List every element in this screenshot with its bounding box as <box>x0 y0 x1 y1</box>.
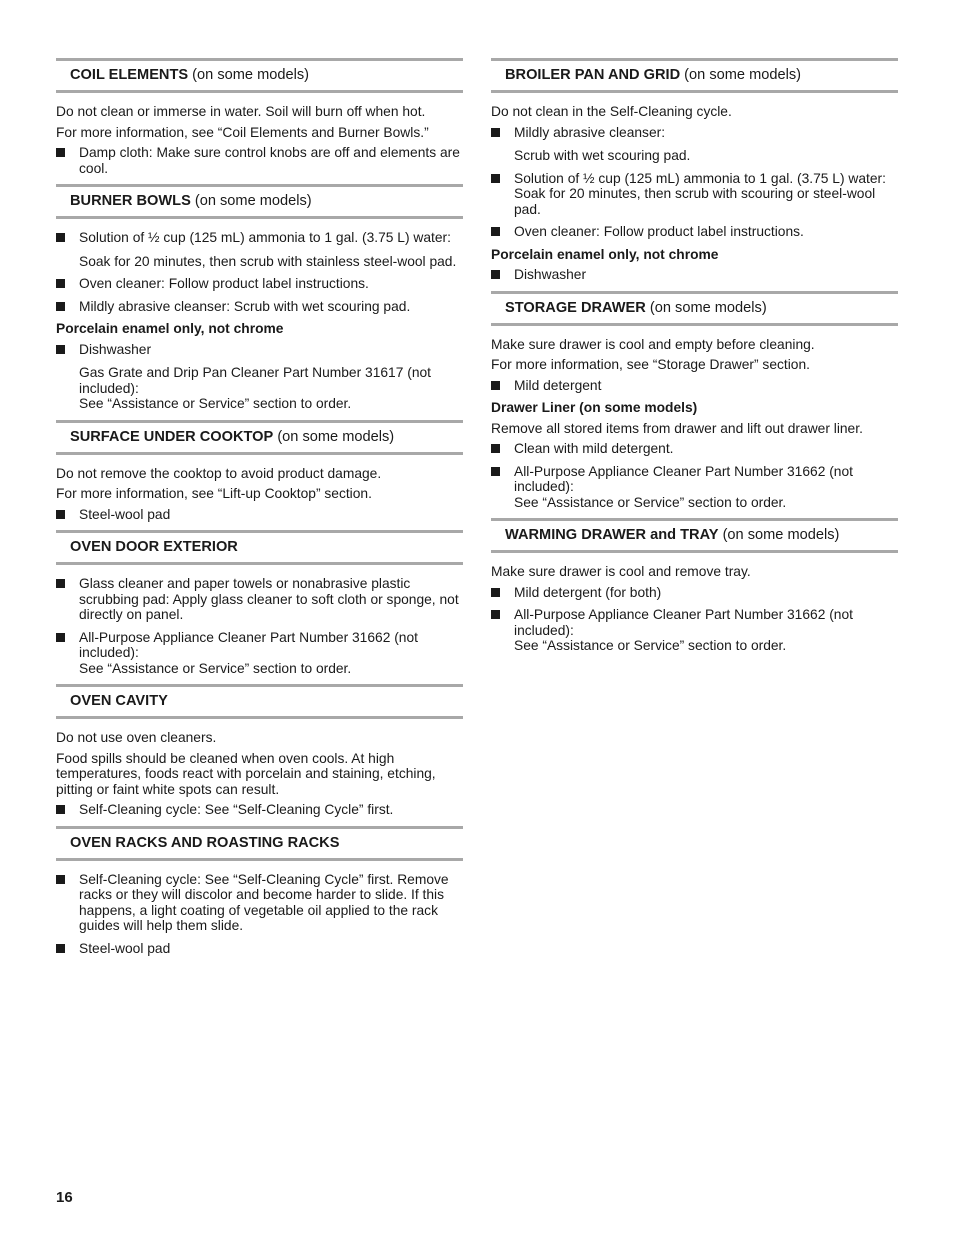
list-item <box>56 276 463 292</box>
bullet-square-icon <box>56 805 65 814</box>
subheading: Porcelain enamel only, not chrome <box>491 246 719 262</box>
section-title: BURNER BOWLS <box>70 193 191 209</box>
list-item-text: Mildly abrasive cleanser: Scrub with wet scouring pad. <box>79 298 411 314</box>
section-body <box>56 872 463 957</box>
section-warming-drawer-and-tray <box>491 518 898 654</box>
bullet-square-icon <box>491 610 500 619</box>
list-item <box>56 802 463 818</box>
section-heading <box>56 530 463 565</box>
list-item-text: Clean with mild detergent. <box>514 441 674 456</box>
list-item-text: Self-Cleaning cycle: See “Self-Cleaning Cycle” first. Remove racks or they will discolor and become harder to slide. If this happens, a light coating of vegetable oil applied to the rack guides will help them slide. <box>79 871 449 933</box>
list-item <box>56 507 463 523</box>
list-item-text: See “Assistance or Service” section to order. <box>514 494 787 510</box>
subheading: Drawer Liner (on some models) <box>491 400 698 415</box>
bullet-square-icon <box>56 944 65 953</box>
section-heading <box>56 684 463 719</box>
section-title-suffix: (on some models) <box>190 193 312 209</box>
bullet-square-icon <box>491 128 500 137</box>
section-title-suffix: (on some models) <box>273 428 395 445</box>
list-item-text: All-Purpose Appliance Cleaner Part Number 31662 (not included): <box>514 463 853 494</box>
section-title: BROILER PAN AND GRID <box>505 67 681 83</box>
paragraph: Food spills should be cleaned when oven cools. At high temperatures, foods react with porcelain and staining, etching, pitting or faint white spots can result. <box>56 750 436 797</box>
list-item <box>56 630 463 677</box>
section-body <box>56 576 463 676</box>
bullet-square-icon <box>491 174 500 183</box>
section-title: OVEN DOOR EXTERIOR <box>70 539 238 555</box>
list-item-text: Gas Grate and Drip Pan Cleaner Part Number 31617 (not included): <box>79 365 432 396</box>
list-item <box>491 585 898 601</box>
section-title: OVEN RACKS AND ROASTING RACKS <box>70 834 340 851</box>
section-body <box>56 730 463 818</box>
list-item <box>56 342 463 412</box>
list-item-text: See “Assistance or Service” section to order. <box>79 660 352 676</box>
paragraph: Make sure drawer is cool and remove tray. <box>491 564 751 579</box>
list-item <box>491 171 898 218</box>
list-item-text: All-Purpose Appliance Cleaner Part Number 31662 (not included): <box>514 607 853 638</box>
section-title: SURFACE UNDER COOKTOP <box>70 428 274 445</box>
list-item-text: Solution of ½ cup (125 mL) ammonia to 1 gal. (3.75 L) water: <box>79 230 451 245</box>
bullet-square-icon <box>491 381 500 390</box>
section-storage-drawer <box>491 291 898 511</box>
bullet-square-icon <box>56 148 65 157</box>
section-oven-racks-and-roasting-racks <box>56 826 463 957</box>
list-item-text: Solution of ½ cup (125 mL) ammonia to 1 gal. (3.75 L) water: Soak for 20 minutes, then scrub with scouring or steel-wool pad. <box>514 170 886 217</box>
paragraph: For more information, see “Coil Elements and Burner Bowls.” <box>56 124 429 140</box>
list-item-text: Steel-wool pad <box>79 506 171 522</box>
bullet-square-icon <box>56 345 65 354</box>
list-item-text: See “Assistance or Service” section to order. <box>79 396 352 411</box>
section-heading <box>56 420 463 455</box>
list-item-text: Oven cleaner: Follow product label instructions. <box>514 224 804 239</box>
section-title: OVEN CAVITY <box>70 693 168 709</box>
bullet-square-icon <box>491 588 500 597</box>
page-number: 16 <box>56 1189 73 1206</box>
section-body <box>491 104 898 283</box>
list-item <box>56 299 463 315</box>
list-item <box>491 224 898 240</box>
bullet-square-icon <box>56 233 65 242</box>
section-body <box>56 104 463 176</box>
bullet-square-icon <box>56 510 65 519</box>
section-coil-elements <box>56 58 463 176</box>
list-item-text: Glass cleaner and paper towels or nonabrasive plastic scrubbing pad: Apply glass cleaner to soft cloth or sponge, not directly on panel. <box>79 576 459 622</box>
paragraph: Do not clean or immerse in water. Soil will burn off when hot. <box>56 104 426 119</box>
list-item-text: Self-Cleaning cycle: See “Self-Cleaning Cycle” first. <box>79 802 394 817</box>
paragraph: Make sure drawer is cool and empty before cleaning. <box>491 336 815 352</box>
list-item-text: Damp cloth: Make sure control knobs are off and elements are cool. <box>79 145 460 176</box>
bullet-square-icon <box>491 270 500 279</box>
section-title-suffix: (on some models) <box>188 67 309 83</box>
section-oven-door-exterior <box>56 530 463 676</box>
list-item-text: Soak for 20 minutes, then scrub with stainless steel-wool pad. <box>79 253 457 269</box>
list-item-text: All-Purpose Appliance Cleaner Part Number 31662 (not included): <box>79 629 418 660</box>
paragraph: Do not use oven cleaners. <box>56 730 217 745</box>
list-item-text: Steel-wool pad <box>79 940 171 956</box>
bullet-square-icon <box>56 875 65 884</box>
list-item <box>56 145 463 176</box>
section-heading <box>491 518 898 553</box>
paragraph: For more information, see “Lift-up Cooktop” section. <box>56 486 372 501</box>
list-item-text: Scrub with wet scouring pad. <box>514 148 691 163</box>
list-item <box>491 607 898 654</box>
list-item <box>56 941 463 957</box>
section-heading <box>491 291 898 326</box>
right-column <box>491 58 898 662</box>
list-item-text: See “Assistance or Service” section to order. <box>514 638 787 653</box>
section-body <box>491 564 898 654</box>
section-broiler-pan-and-grid <box>491 58 898 283</box>
left-column <box>56 58 463 964</box>
list-item-text: Dishwasher <box>79 341 152 357</box>
list-item <box>56 576 463 623</box>
list-item <box>491 441 898 457</box>
bullet-square-icon <box>56 633 65 642</box>
section-heading <box>56 826 463 861</box>
list-item-text: Mildly abrasive cleanser: <box>514 124 666 140</box>
section-title: WARMING DRAWER and TRAY <box>505 527 719 543</box>
bullet-square-icon <box>56 302 65 311</box>
section-oven-cavity <box>56 684 463 818</box>
section-title: COIL ELEMENTS <box>70 67 189 83</box>
section-surface-under-cooktop <box>56 420 463 523</box>
section-heading <box>491 58 898 93</box>
paragraph: For more information, see “Storage Drawer” section. <box>491 357 810 372</box>
subheading: Porcelain enamel only, not chrome <box>56 321 284 336</box>
bullet-square-icon <box>56 579 65 588</box>
paragraph: Do not remove the cooktop to avoid product damage. <box>56 465 382 481</box>
list-item <box>56 230 463 269</box>
paragraph: Do not clean in the Self-Cleaning cycle. <box>491 104 732 119</box>
section-heading <box>56 184 463 219</box>
list-item-text: Oven cleaner: Follow product label instructions. <box>79 276 369 291</box>
bullet-square-icon <box>491 467 500 476</box>
list-item <box>491 464 898 511</box>
section-body <box>56 466 463 523</box>
bullet-square-icon <box>491 227 500 236</box>
list-item-text: Mild detergent (for both) <box>514 584 662 600</box>
list-item <box>491 267 898 283</box>
section-title: STORAGE DRAWER <box>505 299 646 316</box>
bullet-square-icon <box>56 279 65 288</box>
section-title-suffix: (on some models) <box>680 67 801 83</box>
bullet-square-icon <box>491 444 500 453</box>
section-title-suffix: (on some models) <box>718 527 840 543</box>
list-item-text: Mild detergent <box>514 377 602 393</box>
section-body <box>491 337 898 511</box>
list-item <box>491 378 898 394</box>
section-heading <box>56 58 463 93</box>
paragraph: Remove all stored items from drawer and lift out drawer liner. <box>491 420 863 436</box>
section-burner-bowls <box>56 184 463 412</box>
section-title-suffix: (on some models) <box>645 299 767 316</box>
section-body <box>56 230 463 412</box>
list-item-text: Dishwasher <box>514 267 587 282</box>
list-item <box>56 872 463 934</box>
list-item <box>491 125 898 164</box>
